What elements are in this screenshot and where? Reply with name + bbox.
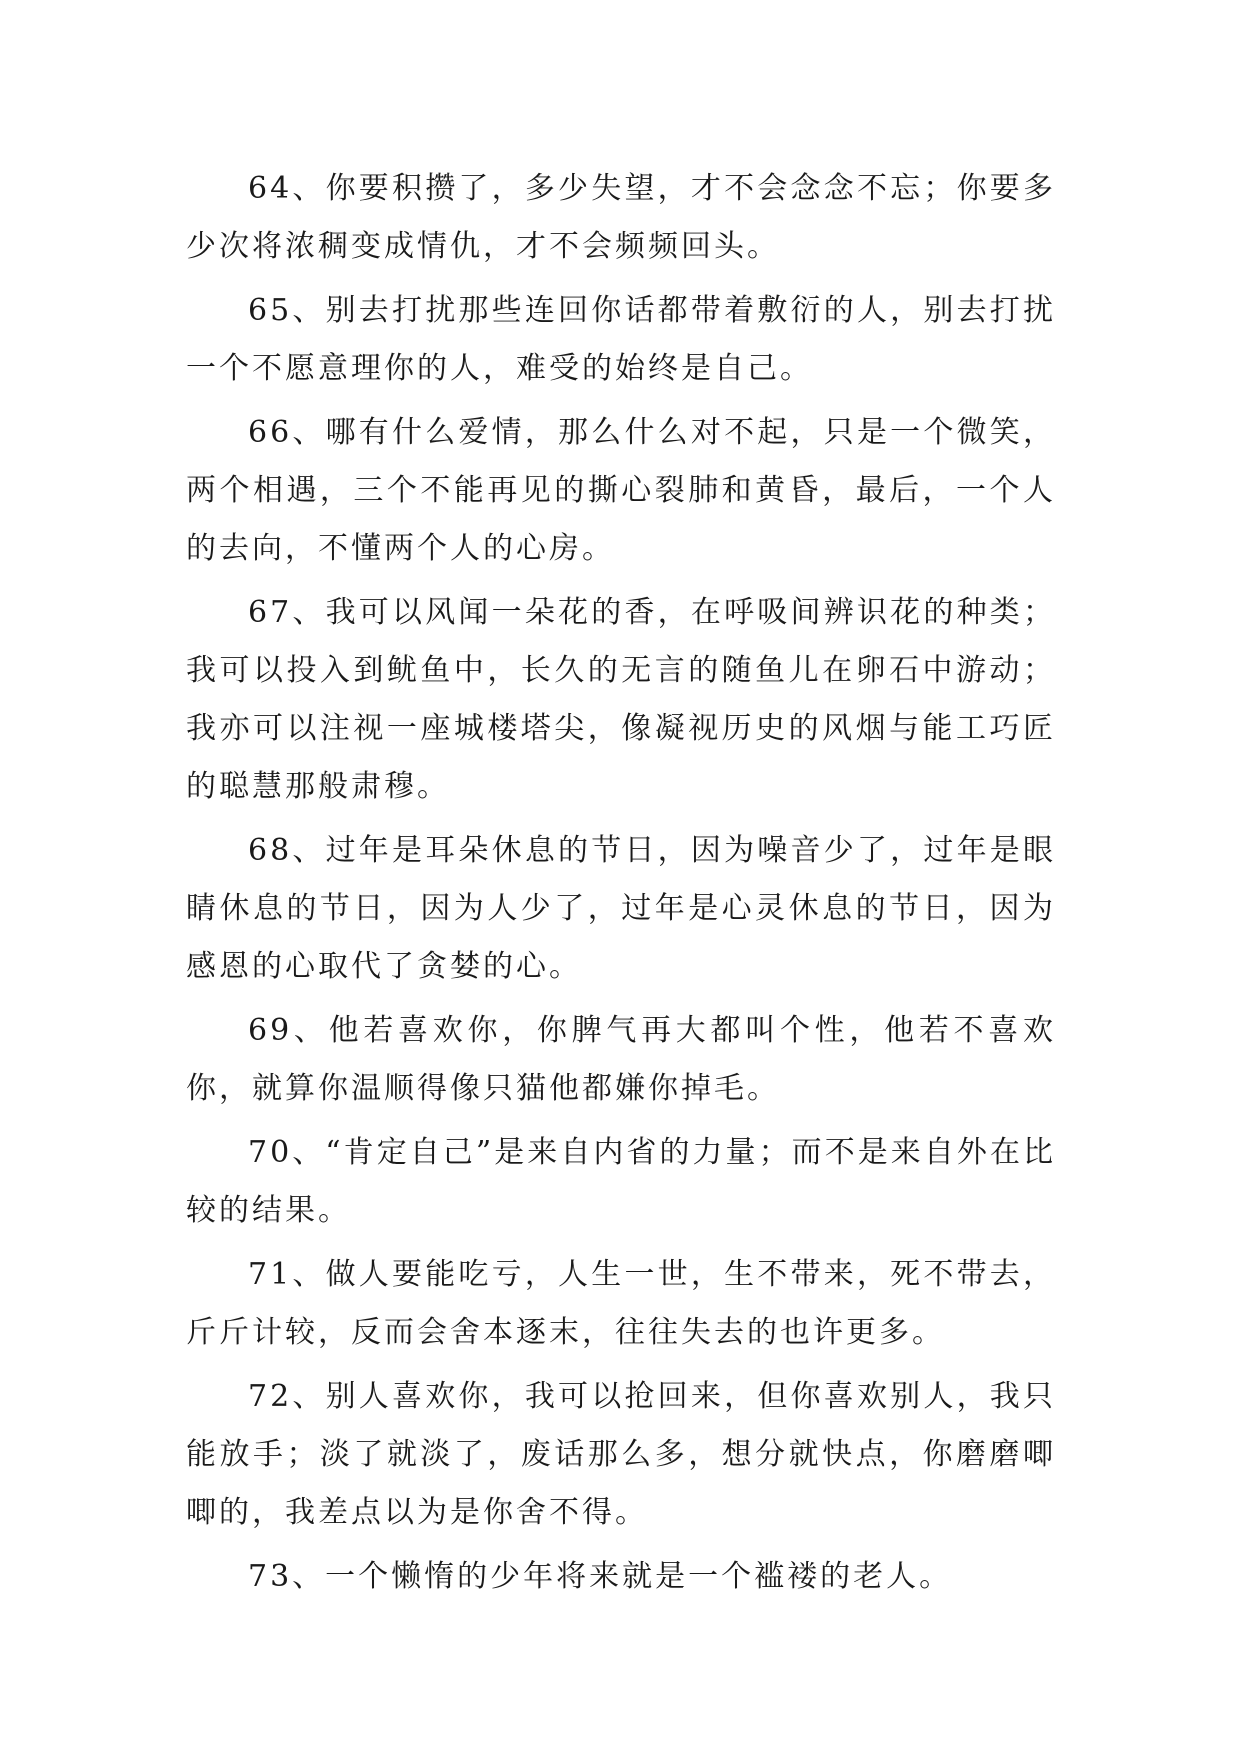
quote-paragraph-66: 66、哪有什么爱情，那么什么对不起，只是一个微笑，两个相遇，三个不能再见的撕心裂肺和黄昏，最后，一个人的去向，不懂两个人的心房。: [186, 415, 1056, 566]
quote-paragraph-68: 68、过年是耳朵休息的节日，因为噪音少了，过年是眼睛休息的节日，因为人少了，过年是心灵休息的节日，因为感恩的心取代了贪婪的心。: [186, 833, 1056, 984]
quote-paragraph-69: 69、他若喜欢你，你脾气再大都叫个性，他若不喜欢你，就算你温顺得像只猫他都嫌你掉毛。: [186, 1013, 1056, 1106]
quote-paragraph-64: 64、你要积攒了，多少失望，才不会念念不忘；你要多少次将浓稠变成情仇，才不会频频回头。: [186, 171, 1056, 264]
quote-paragraph-65: 65、别去打扰那些连回你话都带着敷衍的人，别去打扰一个不愿意理你的人，难受的始终是自己。: [186, 293, 1056, 386]
quote-paragraph-71: 71、做人要能吃亏，人生一世，生不带来，死不带去，斤斤计较，反而会舍本逐末，往往失去的也许更多。: [186, 1257, 1056, 1350]
quote-paragraph-70: 70、“肯定自己”是来自内省的力量；而不是来自外在比较的结果。: [186, 1135, 1056, 1228]
document-body: [186, 160, 1056, 1612]
quote-paragraph-67: 67、我可以风闻一朵花的香，在呼吸间辨识花的种类；我可以投入到鱿鱼中，长久的无言的随鱼儿在卵石中游动；我亦可以注视一座城楼塔尖，像凝视历史的风烟与能工巧匠的聪慧那般肃穆。: [186, 595, 1056, 804]
quote-paragraph-72: 72、别人喜欢你，我可以抢回来，但你喜欢别人，我只能放手；淡了就淡了，废话那么多，想分就快点，你磨磨唧唧的，我差点以为是你舍不得。: [186, 1379, 1056, 1530]
quote-paragraph-73: 73、一个懒惰的少年将来就是一个褴褛的老人。: [248, 1559, 953, 1594]
